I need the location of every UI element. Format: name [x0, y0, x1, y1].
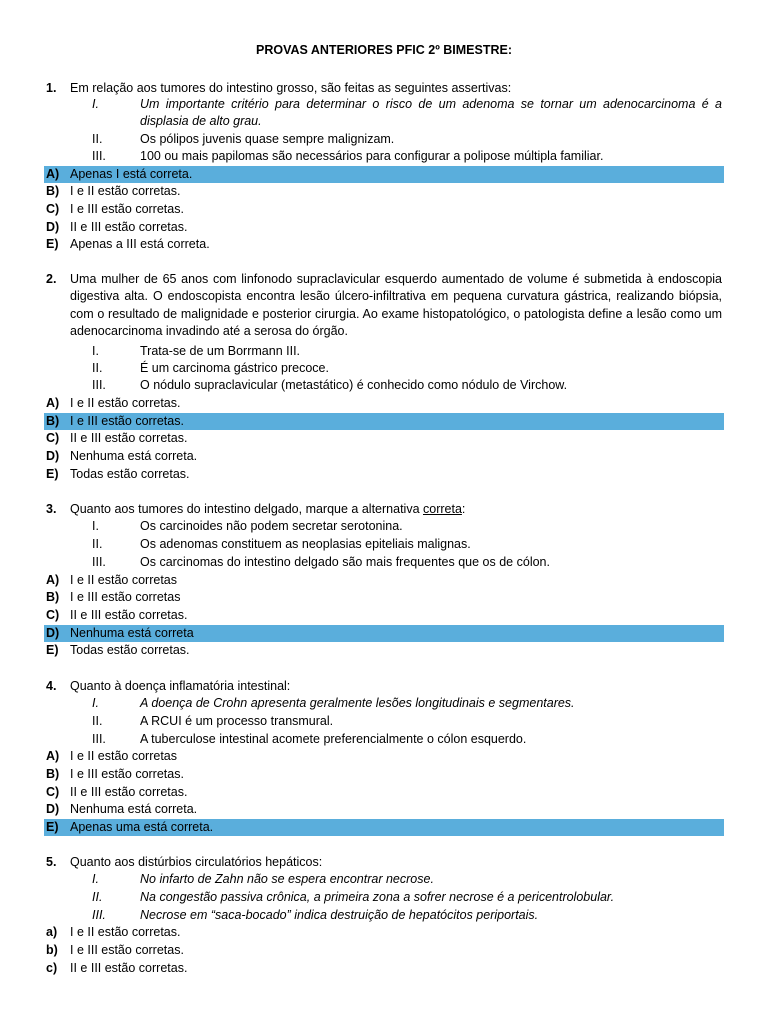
option-text: II e III estão corretas.	[70, 785, 188, 799]
option-text: Todas estão corretas.	[70, 643, 190, 657]
option-text: Todas estão corretas.	[70, 467, 190, 481]
option-text: I e III estão corretas.	[70, 767, 184, 781]
option-text: II e III estão corretas.	[70, 608, 188, 622]
option-label: D)	[46, 802, 60, 816]
q4-option-c[interactable]	[46, 784, 724, 801]
question-3-text-start: Quanto aos tumores do intestino delgado, marque a alternativa	[70, 502, 423, 516]
q4-option-e[interactable]	[44, 819, 724, 836]
option-label: B)	[46, 767, 60, 781]
question-2-text: Uma mulher de 65 anos com linfonodo supraclavicular esquerdo aumentado de volume é submetida à endoscopia digestiva alta. O endoscopista encontra lesão úlcero-infiltrativa em pequena curvatura gástrica, realizando biópsia, com o resultado de malignidade e posterior cirurgia. Ao exame histopatológico, o patologista define a lesão como um adenocarcinoma invadindo até a serosa do órgão.	[70, 272, 722, 339]
statement-number: II.	[92, 132, 103, 146]
option-label: a)	[46, 925, 58, 939]
statement-number: III.	[92, 908, 106, 922]
statement-number: I.	[92, 344, 99, 358]
q4-option-b[interactable]	[46, 766, 724, 783]
q4-option-a[interactable]	[46, 748, 724, 765]
option-text: Nenhuma está correta.	[70, 449, 198, 463]
option-label: E)	[46, 237, 59, 251]
option-label: b)	[46, 943, 58, 957]
statement-text: Os pólipos juvenis quase sempre malignizam.	[140, 132, 395, 146]
option-text: I e II estão corretas.	[70, 184, 181, 198]
page-title: PROVAS ANTERIORES PFIC 2º BIMESTRE:	[256, 43, 512, 57]
option-label: C)	[46, 202, 60, 216]
q2-option-a[interactable]	[46, 395, 724, 412]
option-text: Apenas uma está correta.	[70, 820, 214, 834]
statement-text: A tuberculose intestinal acomete preferencialmente o cólon esquerdo.	[140, 732, 527, 746]
option-text: Nenhuma está correta.	[70, 802, 198, 816]
statement-text: 100 ou mais papilomas são necessários para configurar a polipose múltipla familiar.	[140, 149, 604, 163]
q1-option-d[interactable]	[46, 219, 724, 236]
option-label: A)	[46, 396, 60, 410]
statement-text: É um carcinoma gástrico precoce.	[140, 361, 329, 375]
question-4-number: 4.	[46, 679, 57, 693]
option-label: D)	[46, 220, 60, 234]
question-1-number: 1.	[46, 81, 57, 95]
option-text: I e III estão corretas	[70, 590, 181, 604]
option-label: A)	[46, 573, 60, 587]
option-label: D)	[46, 626, 60, 640]
q2-option-c[interactable]	[46, 430, 724, 447]
statement-number: I.	[92, 872, 99, 886]
q3-option-c[interactable]	[46, 607, 724, 624]
statement-text: A doença de Crohn apresenta geralmente lesões longitudinais e segmentares.	[140, 696, 575, 710]
question-3-text	[70, 501, 722, 518]
option-text: I e II estão corretas	[70, 573, 177, 587]
q1-option-e[interactable]	[46, 236, 724, 253]
statement-text: Os adenomas constituem as neoplasias epiteliais malignas.	[140, 537, 471, 551]
q5-option-b[interactable]	[46, 942, 724, 959]
question-5-number: 5.	[46, 855, 57, 869]
statement-text: Os carcinoides não podem secretar serotonina.	[140, 519, 403, 533]
statement-number: III.	[92, 555, 106, 569]
option-text: I e III estão corretas.	[70, 202, 184, 216]
option-text: Nenhuma está correta	[70, 626, 194, 640]
statement-number: II.	[92, 361, 103, 375]
q4-option-d[interactable]	[46, 801, 724, 818]
question-3-number: 3.	[46, 502, 57, 516]
option-label: A)	[46, 749, 60, 763]
statement-text: Um importante critério para determinar o risco de um adenoma se tornar um adenocarcinoma é a displasia de alto grau.	[140, 97, 722, 128]
q3-option-a[interactable]	[46, 572, 724, 589]
statement-number: III.	[92, 378, 106, 392]
statement-number: III.	[92, 732, 106, 746]
q5-option-a[interactable]	[46, 924, 724, 941]
option-label: B)	[46, 414, 60, 428]
question-4-text: Quanto à doença inflamatória intestinal:	[70, 679, 291, 693]
option-text: I e II estão corretas	[70, 749, 177, 763]
q1-option-b[interactable]	[46, 183, 724, 200]
option-text: I e III estão corretas.	[70, 414, 184, 428]
option-text: II e III estão corretas.	[70, 431, 188, 445]
question-1-text: Em relação aos tumores do intestino grosso, são feitas as seguintes assertivas:	[70, 81, 512, 95]
option-label: E)	[46, 820, 59, 834]
statement-number: III.	[92, 149, 106, 163]
statement-number: I.	[92, 97, 99, 111]
statement-text: No infarto de Zahn não se espera encontrar necrose.	[140, 872, 434, 886]
option-label: A)	[46, 167, 60, 181]
q2-option-b[interactable]	[44, 413, 724, 430]
statement-text: Trata-se de um Borrmann III.	[140, 344, 301, 358]
option-label: E)	[46, 467, 59, 481]
question-3-text-underlined: correta	[423, 502, 462, 516]
option-label: B)	[46, 184, 60, 198]
q1-option-a[interactable]	[44, 166, 724, 183]
q2-option-e[interactable]	[46, 466, 724, 483]
statement-text: A RCUI é um processo transmural.	[140, 714, 334, 728]
q3-option-e[interactable]	[46, 642, 724, 659]
option-text: II e III estão corretas.	[70, 220, 188, 234]
statement-text: O nódulo supraclavicular (metastático) é conhecido como nódulo de Virchow.	[140, 378, 568, 392]
option-label: C)	[46, 608, 60, 622]
question-2-number: 2.	[46, 272, 57, 286]
statement-number: II.	[92, 714, 103, 728]
option-label: B)	[46, 590, 60, 604]
question-5-text: Quanto aos distúrbios circulatórios hepáticos:	[70, 855, 323, 869]
option-text: I e II estão corretas.	[70, 925, 181, 939]
q2-option-d[interactable]	[46, 448, 724, 465]
statement-number: II.	[92, 890, 103, 904]
option-label: E)	[46, 643, 59, 657]
q3-option-b[interactable]	[46, 589, 724, 606]
option-label: D)	[46, 449, 60, 463]
q5-option-c[interactable]	[46, 960, 724, 977]
statement-text: Necrose em “saca-bocado” indica destruição de hepatócitos periportais.	[140, 908, 539, 922]
q1-option-c[interactable]	[46, 201, 724, 218]
statement-text: Na congestão passiva crônica, a primeira zona a sofrer necrose é a pericentrolobular.	[140, 890, 615, 904]
option-text: Apenas I está correta.	[70, 167, 193, 181]
option-text: II e III estão corretas.	[70, 961, 188, 975]
statement-number: II.	[92, 537, 103, 551]
question-3-text-end: :	[461, 502, 466, 516]
option-label: c)	[46, 961, 58, 975]
option-label: C)	[46, 785, 60, 799]
option-text: I e III estão corretas.	[70, 943, 184, 957]
q3-option-d[interactable]	[44, 625, 724, 642]
statement-text: Os carcinomas do intestino delgado são mais frequentes que os de cólon.	[140, 555, 550, 569]
option-text: Apenas a III está correta.	[70, 237, 210, 251]
option-label: C)	[46, 431, 60, 445]
option-text: I e II estão corretas.	[70, 396, 181, 410]
statement-number: I.	[92, 519, 99, 533]
statement-number: I.	[92, 696, 99, 710]
